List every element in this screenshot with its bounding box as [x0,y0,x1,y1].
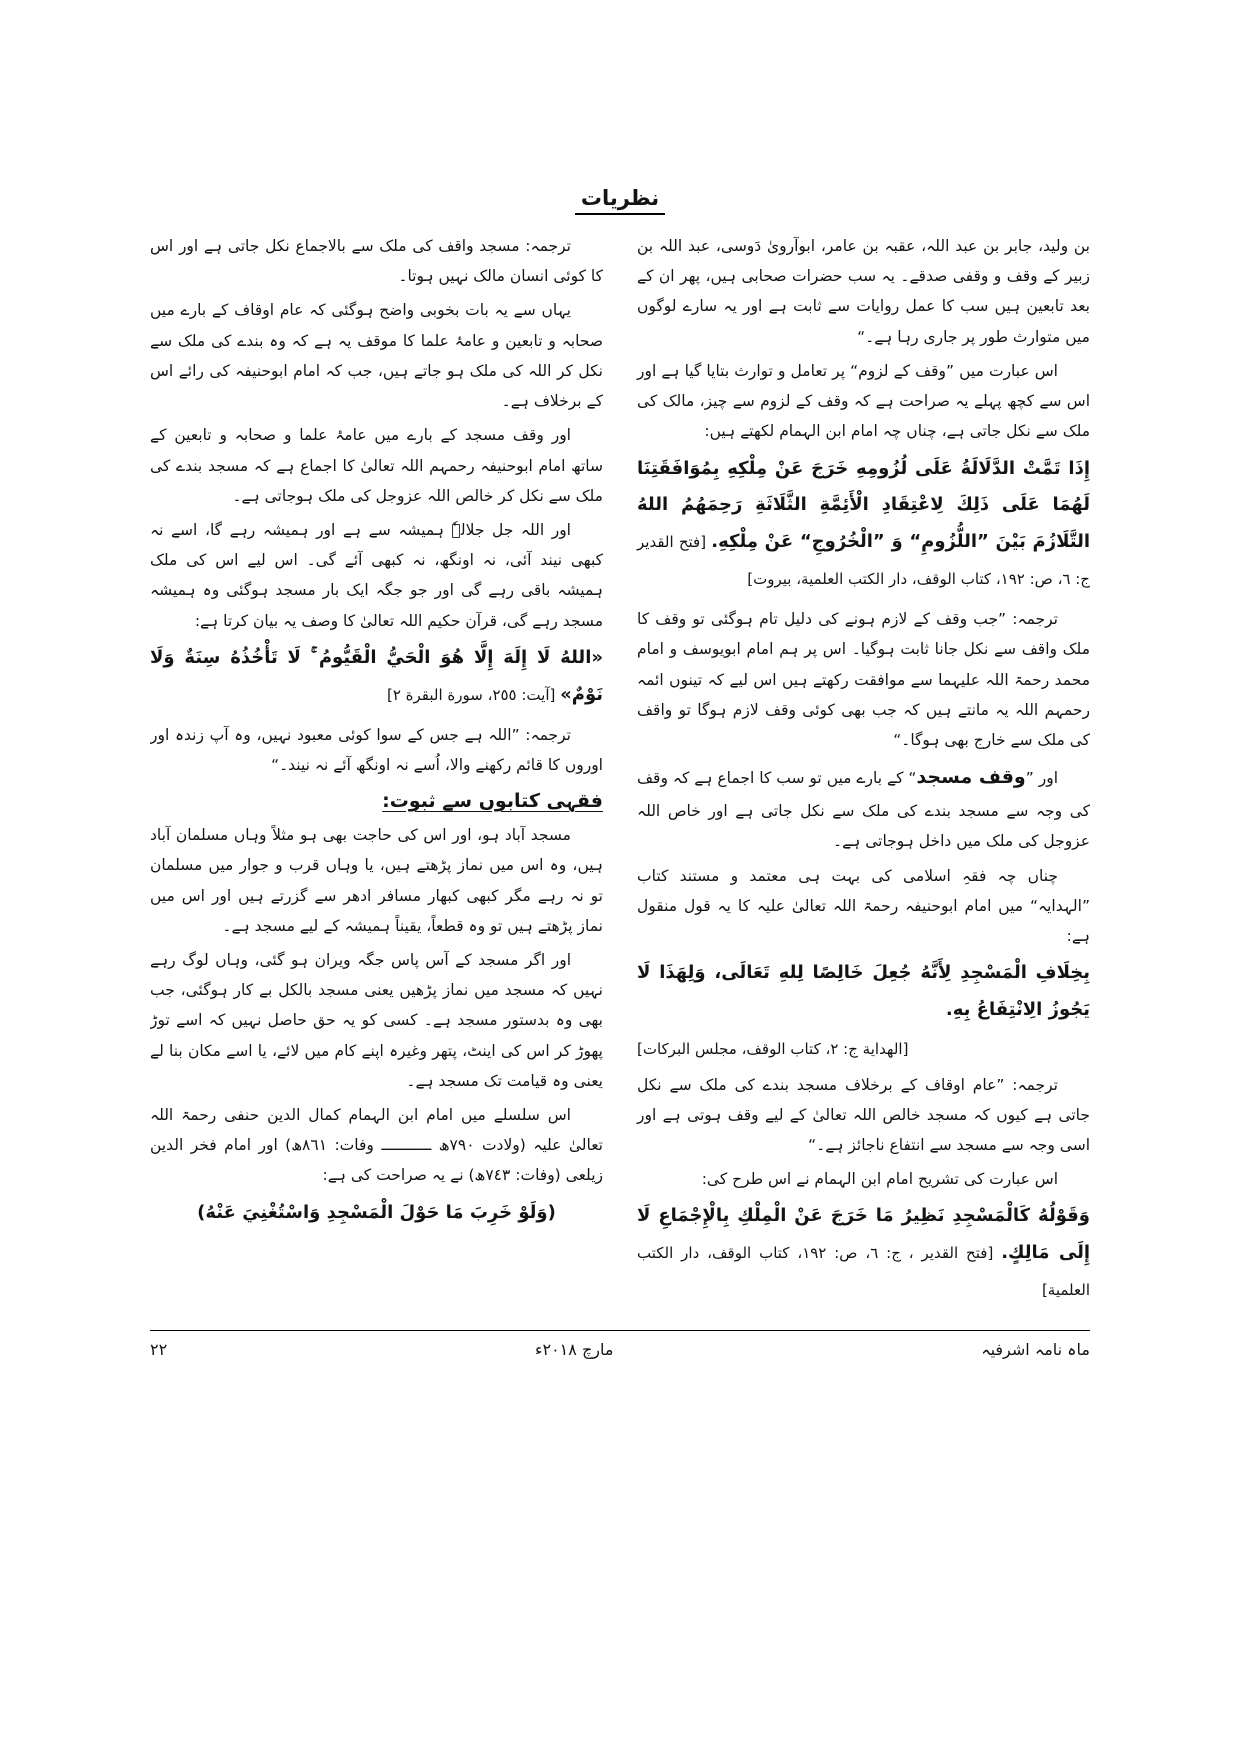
paragraph-text: اور ” [1025,769,1058,788]
paragraph-urdu: اور اللہ جل جلالہٗ ہمیشہ سے ہے اور ہمیشہ رہے گا، اسے نہ کبھی نیند آئی، نہ اونگھ، نہ کبھی آئے گی۔ اس لیے اس کی ملک ہمیشہ باقی رہے گی اور جو جگہ ایک بار مسجد ہوگئی وہ ہمیشہ مسجد رہے گی، قرآن حکیم اللہ تعالیٰ کا وصف یہ بیان کرتا ہے: [150,520,603,630]
paragraph-translation: ترجمہ: ”اللہ ہے جس کے سوا کوئی معبود نہیں، وہ آپ زندہ اور اوروں کا قائم رکھنے والا، اُسے نہ اونگھ آئے نہ نیند۔“ [150,725,603,774]
arabic-text: بِخِلَافِ الْمَسْجِدِ لِأَنَّهُ جُعِلَ خَالِصًا لِلهِ تَعَالَى، وَلِهَذَا لَا يَجُوزُ الِانْتِفَاعُ بِهِ. [637,962,1090,1021]
emphasized-term: وقف مسجد [916,766,1026,789]
paragraph-urdu: چناں چہ فقہِ اسلامی کی بہت ہی معتمد و مستند کتاب ”الہدایہ“ میں امام ابوحنیفہ رحمۃ اللہ تعالیٰ علیہ کا یہ قول منقول ہے: [637,866,1090,946]
paragraph-urdu: اور اگر مسجد کے آس پاس جگہ ویران ہو گئی، وہاں لوگ رہے نہیں کہ مسجد میں نماز پڑھیں یعنی مسجد بالکل بے کار ہوگئی، جب بھی وہ بدستور مسجد ہے۔ کسی کو یہ حق حاصل نہیں کہ اسے توڑ پھوڑ کر اس کی اینٹ، پتھر وغیرہ اپنے کام میں لائے، یا اسے مکان بنا لے یعنی وہ قیامت تک مسجد ہے۔ [150,950,603,1090]
citation: [فتح القدير ج: ٦، ص: ١٩٢، كتاب الوقف، دار الكتب العلمية، بيروت] [637,533,1090,589]
magazine-name: ماہ نامہ اشرفیہ [981,1340,1090,1359]
paragraph-urdu: یہاں سے یہ بات بخوبی واضح ہوگئی کہ عام اوقاف کے بارے میں صحابہ و تابعین و عامۂ علما کا موقف یہ ہے کہ وہ بندے کی ملک سے نکل کر اللہ کی ملک ہو جاتے ہیں، جب کہ امام ابوحنیفہ کی رائے اس کے برخلاف ہے۔ [150,301,603,411]
arabic-text: «اللهُ لَا إِلَهَ إِلَّا هُوَ الْحَيُّ الْقَيُّومُ ۚ لَا تَأْخُذُهُ سِنَةٌ وَلَا نَوْمٌ» [150,646,603,705]
paragraph-urdu [637,759,1090,856]
left-column [150,231,603,1323]
citation: [فتح القدير ، ج: ٦، ص: ١٩٢، كتاب الوقف، دار الكتب العلمية] [637,1244,1090,1300]
paragraph-urdu: اس سلسلے میں امام ابن الہمام کمال الدین حنفی رحمۃ اللہ تعالیٰ علیہ (ولادت ٧٩٠ھ ـــــــــــ وفات: ٨٦١ھ) اور امام فخر الدین زیلعی (وفات: ٧٤٣ھ) نے یہ صراحت کی ہے: [150,1106,603,1185]
paragraph-urdu: اس عبارت کی تشریح امام ابن الہمام نے اس طرح کی: [701,1170,1058,1189]
paragraph-translation: ترجمہ: ”جب وقف کے لازم ہونے کی دلیل تام ہوگئی تو وقف کا ملک واقف سے نکل جانا ثابت ہوگیا۔ اس پر ہم امام ابویوسف و امام محمد رحمۃ اللہ علیہما سے موافقت رکھتے ہیں اس لیے کہ تینوں ائمہ رحمہم اللہ یہ مانتے ہیں کہ جب بھی کوئی وقف لازم ہوگا تو واقف کی ملک سے خارج بھی ہوگا۔“ [637,610,1090,749]
arabic-text: إِذَا تَمَّتْ الدَّلَالَةُ عَلَى لُزُومِهِ خَرَجَ عَنْ مِلْكِهِ بِمُوَافَقَتِنَا لَهُمَا عَلَى ذَلِكَ لِاعْتِقَادِ الْأَئِمَّةِ الثَّلَاثَةِ رَحِمَهُمُ اللهُ التَّلَازُمَ بَيْنَ ”اللُّزُومِ“ وَ ”الْخُرُوجِ“ عَنْ مِلْكِهِ. [637,457,1090,553]
paragraph-urdu: اور وقف مسجد کے بارے میں عامۂ علما و صحابہ و تابعین کے ساتھ امام ابوحنیفہ رحمہم اللہ تعالیٰ کا اجماع ہے کہ مسجد بندے کی ملک سے نکل کر خالص اللہ عزوجل کی ملک ہوجاتی ہے۔ [150,426,603,505]
arabic-quote [637,955,1090,1029]
quran-verse [150,640,603,714]
paragraph-translation: ترجمہ: مسجد واقف کی ملک سے بالاجماع نکل جاتی ہے اور اس کا کوئی انسان مالک نہیں ہوتا۔ [150,237,603,286]
right-column [637,231,1090,1323]
section-title: نظریات [575,186,665,215]
arabic-quote [637,451,1090,599]
arabic-text: وَقَوْلُهُ كَالْمَسْجِدِ نَظِيرُ مَا خَرَجَ عَنْ الْمِلْكِ بِالْإِجْمَاعِ لَا إِلَى مَالِكٍ. [637,1205,1090,1264]
paragraph-translation: ترجمہ: ”عام اوقاف کے برخلاف مسجد بندے کی ملک سے نکل جاتی ہے کیوں کہ مسجد خالص اللہ تعالیٰ کے لیے وقف ہوتی ہے اور اسی وجہ سے مسجد سے انتفاع ناجائز ہے۔“ [637,1075,1090,1155]
subsection-heading: فقہی کتابوں سے ثبوت: [382,790,603,813]
page-number: ۲۲ [150,1340,168,1359]
page-header [150,186,1090,215]
issue-date: مارچ ۲۰۱۸ء [534,1340,614,1359]
page-footer [150,1330,1090,1359]
verse-citation: [آیت: ٢٥٥، سورة البقرة ٢] [386,685,561,704]
paragraph-urdu: بن ولید، جابر بن عبد اللہ، عقبہ بن عامر، ابوآرویٰ دَوسی، عبد اللہ بن زبیر کے وقف و وقفی صدقے۔ یہ سب حضرات صحابی ہیں، پھر ان کے بعد تابعین ہیں سب کا عمل روایات سے ثابت ہے اور یہ سارے لوگوں میں متوارث طور پر جاری رہا ہے۔“ [637,237,1090,346]
two-column-layout [150,231,1090,1323]
paragraph-text: “ کے بارے میں تو سب کا اجماع ہے کہ وقف کی وجہ سے مسجد بندے کی ملک سے نکل جاتی ہے اور خاص اللہ عزوجل کی ملک میں داخل ہوجاتی ہے۔ [637,769,1090,851]
citation: [الهداية ج: ٢، كتاب الوقف، مجلس البركات] [637,1040,909,1059]
paragraph-urdu: مسجد آباد ہو، اور اس کی حاجت بھی ہو مثلاً وہاں مسلمان آباد ہیں، وہ اس میں نماز پڑھتے ہیں، یا وہاں قرب و جوار میں مسلمان تو نہ رہے مگر کبھی کبھار مسافر ادھر سے گزرتے ہیں اور اس میں نماز پڑھتے ہیں تو وہ قطعاً، یقیناً ہمیشہ کے لیے مسجد ہے۔ [150,826,603,935]
paragraph-urdu: اس عبارت میں ”وقف کے لزوم“ پر تعامل و توارث بتایا گیا ہے اور اس سے کچھ پہلے یہ صراحت ہے کہ وقف کے لزوم سے چیز، مالک کی ملک سے نکل جاتی ہے، چناں چہ امام ابن الہمام لکھتے ہیں: [637,361,1090,441]
arabic-quote [637,1198,1090,1309]
arabic-quote: (وَلَوْ خَرِبَ مَا حَوْلَ الْمَسْجِدِ وَاسْتُغْنِيَ عَنْهُ) [197,1201,556,1223]
page-content [150,186,1090,1323]
